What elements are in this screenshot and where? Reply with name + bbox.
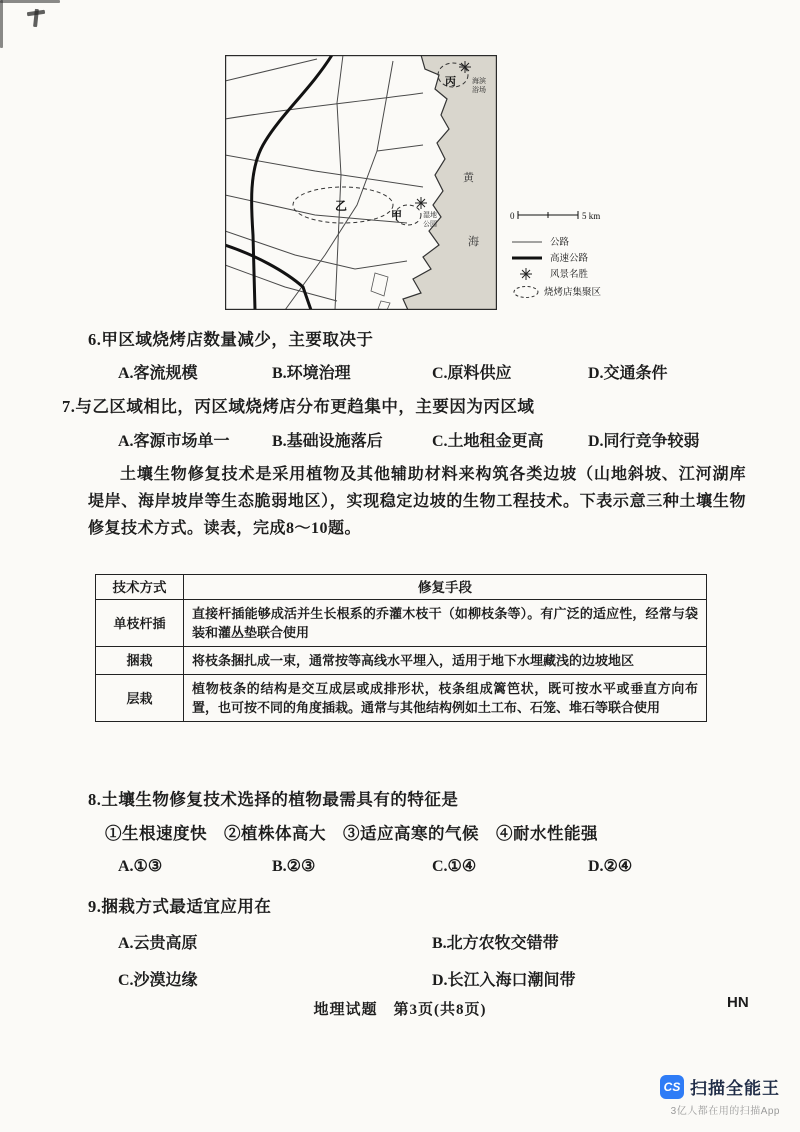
scanner-watermark [590, 1074, 780, 1117]
poi-mid-line1: 湿地 [423, 211, 437, 219]
map-label-bing: 丙 [445, 76, 456, 88]
q9-option-d: D.长江入海口潮间带 [432, 972, 576, 989]
sea-label-2: 海 [468, 236, 479, 248]
legend-bbq-label: 烧烤店集聚区 [544, 288, 602, 298]
q8-option-b: B.②③ [272, 858, 316, 875]
row3-method: 层栽 [96, 675, 184, 722]
q8-option-c: C.①④ [432, 858, 477, 875]
row3-desc: 植物枝条的结构是交互成层或成排形状，枝条组成篱笆状，既可按水平或垂直方向布置，也可按不同的角度插栽。通常与其他结构例如土工布、石笼、堆石等联合使用 [184, 675, 707, 722]
q6-option-a: A.客流规模 [118, 365, 198, 382]
legend-scenic-label: 风景名胜 [550, 270, 589, 280]
watermark-subtitle: 3亿人都在用的扫描App [670, 1106, 780, 1117]
legend-bbq-symbol [514, 287, 538, 298]
scan-smudge-top-left-2 [33, 9, 39, 27]
header-method: 技术方式 [96, 575, 184, 600]
legend-scenic-icon [520, 268, 532, 280]
island [371, 273, 388, 296]
question-7-options [88, 428, 778, 450]
map-label-jia: 甲 [391, 210, 402, 222]
footer-code: HN [727, 994, 749, 1011]
row2-method: 捆栽 [96, 647, 184, 675]
sketch-map [225, 55, 497, 310]
repair-methods-table [95, 574, 707, 722]
question-9-stem: 9.捆栽方式最适宜应用在 [88, 897, 272, 916]
q9-option-c: C.沙漠边缘 [118, 972, 198, 989]
q9-option-b: B.北方农牧交错带 [432, 935, 559, 952]
legend-road-label: 公路 [550, 238, 570, 248]
sketch-map-svg [225, 55, 497, 310]
question-6-options [88, 360, 778, 382]
watermark-title: 扫描全能王 [690, 1079, 780, 1098]
q6-option-d: D.交通条件 [588, 365, 668, 382]
q6-option-c: C.原料供应 [432, 365, 512, 382]
scale-bar [518, 211, 578, 219]
islet [378, 301, 390, 310]
map-legend [508, 204, 628, 308]
question-7-stem: 7.与乙区域相比，丙区域烧烤店分布更趋集中，主要因为丙区域 [62, 397, 535, 416]
map-legend-svg [508, 204, 628, 308]
scan-edge-top [0, 0, 60, 3]
header-means: 修复手段 [184, 575, 707, 600]
q7-option-a: A.客源市场单一 [118, 433, 230, 450]
highways [225, 55, 332, 310]
scan-edge-left [0, 0, 3, 48]
page-footer: 地理试题 第3页(共8页) [313, 1002, 487, 1018]
question-8-items: ①生根速度快 ②植株体高大 ③适应高寒的气候 ④耐水性能强 [105, 824, 598, 843]
question-8-options [88, 856, 778, 878]
table-row [96, 647, 707, 675]
scale-five-km: 5 km [582, 211, 601, 221]
sea-label-1: 黄 [463, 172, 474, 184]
q6-option-b: B.环境治理 [272, 365, 351, 382]
row1-desc: 直接杆插能够成活并生长根系的乔灌木枝干（如柳枝条等）。有广泛的适应性，经常与袋装和灌丛垫联合使用 [184, 600, 707, 647]
q8-option-a: A.①③ [118, 858, 163, 875]
poi-mid-line2: 公园 [423, 220, 437, 228]
question-8-stem: 8.土壤生物修复技术选择的植物最需具有的特征是 [88, 790, 459, 809]
row2-desc: 将枝条捆扎成一束，通常按等高线水平埋入，适用于地下水埋藏浅的边坡地区 [184, 647, 707, 675]
soil-bioengineering-passage: 土壤生物修复技术是采用植物及其他辅助材料来构筑各类边坡（山地斜坡、江河湖库堤岸、海岸坡岸等生态脆弱地区），实现稳定边坡的生物工程技术。下表示意三种土壤生物修复技术方式。读表，完成8～10题。 [88, 466, 746, 537]
q7-option-b: B.基础设施落后 [272, 433, 383, 450]
poi-top-line1: 海滨 [472, 77, 486, 85]
row1-method: 单枝杆插 [96, 600, 184, 647]
poi-top-line2: 浴场 [472, 86, 486, 94]
map-label-yi: 乙 [335, 199, 348, 213]
q7-option-c: C.土地租金更高 [432, 433, 544, 450]
q8-option-d: D.②④ [588, 858, 633, 875]
legend-highway-label: 高速公路 [550, 254, 589, 264]
scale-zero: 0 [510, 211, 515, 221]
question-6-stem: 6.甲区域烧烤店数量减少，主要取决于 [88, 330, 374, 349]
table-row [96, 675, 707, 722]
table-row [96, 600, 707, 647]
table-header-row [96, 575, 707, 600]
q9-option-a: A.云贵高原 [118, 935, 198, 952]
q7-option-d: D.同行竞争较弱 [588, 433, 700, 450]
camscanner-logo-icon: CS [660, 1075, 684, 1099]
